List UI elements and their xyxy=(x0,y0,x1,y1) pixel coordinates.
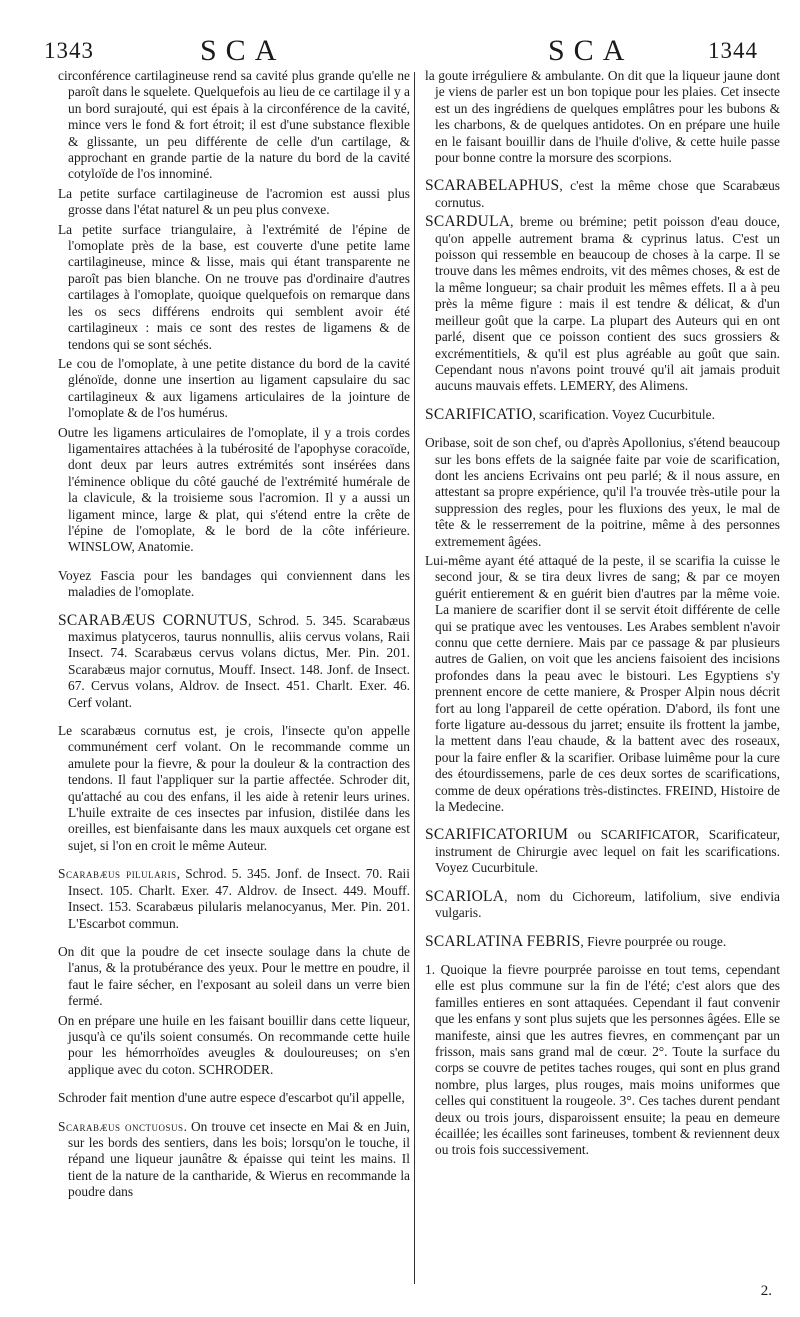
paragraph-text: La petite surface triangulaire, à l'extrémité de l'épine de l'omoplate près de la base, est couverte d'une petite lame cartilagineuse, mince & lisse, mais qui étant transparente ne paroît pas bien blanche. On ne trouve pas d'ordinaire d'autres cartilages à l'omoplate, quoique quelquefois on remarque dans les os secs différens endroits qui semblent avoir été cartilagineux : mais ce sont des restes de ligamens & de tendons qui se sont séchés. xyxy=(58,221,410,352)
entry-headword: SCARIFICATIO xyxy=(425,405,533,423)
entry-headword: SCARLATINA FEBRIS xyxy=(425,932,581,950)
paragraph xyxy=(425,407,780,423)
paragraph-text: On en prépare une huile en les faisant bouillir dans cette liqueur, jusqu'à ce qu'ils soient consumés. On recommande cette huile pour les hémorrhoïdes aveugles & douloureuses; on s'en applique avec du coton. SCHRODER. xyxy=(58,1012,410,1077)
right-headword: SCA xyxy=(548,34,634,67)
paragraph xyxy=(58,1119,410,1201)
paragraph xyxy=(58,866,410,932)
paragraph xyxy=(58,68,410,183)
paragraph xyxy=(425,553,780,816)
paragraph xyxy=(58,222,410,353)
paragraph-text: . On trouve cet insecte en Mai & en Juin, sur les bords des sentiers, dans les bois; lorsqu'on le touche, il répand une liqueur jaunâtre & épaisse qui teint les mains. Il tient de la nature de la cantharide, & Wierus en recommande la poudre dans xyxy=(68,1118,410,1200)
paragraph-text: 1. Quoique la fievre pourprée paroisse en tout tems, cependant elle est plus commune sur la fin de l'été; c'est alors que des familles entieres en sont attaquées. Cependant il faut convenir que les enfans y sont plus sujets que les personnes âgées. Elle se manifeste, ainsi que les autres fievres, en commençant par un frisson, mais sans grand mal de cœur. 2°. Toute la surface du corps se couvre de petites taches rouges, qui sont en plus grand nombre, plus larges, plus rouges, mais moins uniformes que celles qui constituent la rougeole. 3°. Ces taches durent pendant deux ou trois jours, disparoissent ensuite; la peau en demeure écaillée; les écailles sont farineuses, tombent & reviennent deux ou trois fois successivement. xyxy=(425,961,780,1158)
paragraph-text: Voyez Fascia pour les bandages qui conviennent dans les maladies de l'omoplate. xyxy=(58,567,410,600)
right-column xyxy=(425,68,780,1162)
entry-headword: SCARABELAPHUS xyxy=(425,177,560,195)
paragraph-text: , scarification. Voyez Cucurbitule. xyxy=(532,406,715,422)
paragraph-text: la goute irréguliere & ambulante. On dit que la liqueur jaune dont je viens de parler est un bon topique pour les plaies. Cet insecte est un des ingrédiens de quelques emplâtres pour les bubons & les charbons, & de quelques antidotes. On en prépare une huile en le faisant bouillir dans de l'huile d'olive, & cette huile passe pour bonne contre la morsure des scorpions. xyxy=(425,68,780,166)
paragraph-text: , breme ou brémine; petit poisson d'eau douce, qu'on appelle autrement brama & cyprinus latus. C'est un poisson qui ressemble en beaucoup de choses à la carpe. Il se trouve dans les mêmes endroits, vit des mêmes choses, & est de la même longueur; sa chair produit les mêmes effets. Il a à peu près la même figure : mais il est tendre & délicat, & d'un meilleur goût que la carpe. La plupart des Auteurs qui en ont parlé, disent que ce poisson contient des sucs grossiers & excrémentitiels, & qu'il est plus agréable au goût que sain. Cependant nous n'avons point trouvé qu'il ait jamais produit aucuns mauvais effets. LEMERY, des Alimens. xyxy=(435,214,780,394)
paragraph-text: On dit que la poudre de cet insecte soulage dans la chute de l'anus, & la protubérance des yeux. Pour le mettre en poudre, il faut le faire sécher, en l'exposant au soleil dans un verre bien fermé. xyxy=(58,943,410,1009)
entry-headword: SCARIOLA xyxy=(425,887,505,905)
left-headword: SCA xyxy=(200,34,286,67)
paragraph xyxy=(425,214,780,394)
paragraph xyxy=(425,827,780,876)
paragraph xyxy=(58,425,410,556)
paragraph-text: ou SCARIFICATOR, Scarificateur, instrument de Chirurgie avec lequel on fait les scarifications. Voyez Cucurbitule. xyxy=(435,827,780,876)
paragraph-text: Le scarabæus cornutus est, je crois, l'insecte qu'on appelle communément cerf volant. On le recommande comme un amulete pour la fievre, & pour la douleur & la contraction des tendons. Il faut l'appliquer sur la partie affectée. Schroder dit, qu'attaché au cou des enfans, il les aide à retenir leurs urines. L'huile extraite de ces insectes par infusion, distilée dans les oreilles, est bienfaisante dans les maux auxquels cet organe est sujet, si l'on en croit le même Auteur. xyxy=(58,723,410,853)
paragraph-text: Le cou de l'omoplate, à une petite distance du bord de la cavité glénoïde, donne une insertion au ligament capsulaire du sac cartilagineux & aux ligamens articulaires de la jointure de l'omoplate & de l'os humérus. xyxy=(58,355,410,421)
paragraph xyxy=(58,356,410,422)
paragraph xyxy=(58,568,410,601)
paragraph-text: Oribase, soit de son chef, ou d'après Apollonius, s'étend beaucoup sur les bons effets de la saignée faite par voie de scarification, dont les anciens Ecrivains ont peu parlé; & il nous assure, en attestant sa propre expérience, qu'il l'a trouvée très-utile pour la suppression des regles, pour les fluxions des yeux, le mal de tête & le resserrement de la poitrine, même à des personnes extremement âgées. xyxy=(425,435,780,549)
paragraph-text: , c'est la même chose que Scarabæus cornutus. xyxy=(435,178,780,210)
right-page-number: 1344 xyxy=(708,38,758,63)
entry-headword: SCARDULA xyxy=(425,213,511,231)
paragraph xyxy=(58,613,410,711)
paragraph xyxy=(58,723,410,854)
paragraph-text: Lui-même ayant été attaqué de la peste, il se scarifia la cuisse le second jour, & se tira deux livres de sang; & par ce moyen guérit entierement & en guérit bien d'autres par la même voie. La maniere de scarifier dont il se servit étoit différente de celle qui se pratique avec les ventouses. Les Arabes semblent n'avoir connu que cette derniere. Mais par ce passage & par plusieurs autres de Galien, on voit que les anciens faisoient des incisions profondes dans la peau avec le bistouri. Les Egyptiens s'y prennent encore de cette maniere, & Prosper Alpin nous décrit fort au long l'appareil de cette opération. D'abord, ils font une forte ligature au-dessous du jarret; ensuite ils frottent la jambe, la mettent dans l'eau chaude, & la battent avec des roseaux, pour la faire enfler & la scarifier. Oribase luimême pour la cure des étourdissemens, parle de ces deux sortes de scarifications, comme de deux opérations très-distinctes. FREIND, Histoire de la Medecine. xyxy=(425,552,780,815)
paragraph-text: , Schrod. 5. 345. Jonf. de Insect. 70. Raii Insect. 105. Charlt. Exer. 47. Aldrov. de Insect. 449. Mouff. Insect. 153. Scarabæus pilularis melanocyanus, Mer. Pin. 201. L'Escarbot commun. xyxy=(68,866,410,931)
paragraph xyxy=(425,435,780,550)
paragraph-text: , Fievre pourprée ou rouge. xyxy=(580,933,727,949)
entry-headword: SCARIFICATORIUM xyxy=(425,826,569,844)
paragraph-text: , nom du Cichoreum, latifolium, sive endivia vulgaris. xyxy=(435,888,780,921)
paragraph xyxy=(425,68,780,166)
entry-headword: Scarabæus pilularis xyxy=(58,866,177,882)
paragraph xyxy=(425,178,780,211)
paragraph-text: circonférence cartilagineuse rend sa cavité plus grande qu'elle ne paroît dans le squelete. Quelquefois au lieu de ce cartilage il y a un bord surajouté, qui est épais à la circonférence de la cavité, mince vers le fond & fort étroit; il est d'une substance flexible & glissante, un peu différente de celle d'un cartilage, & approchant en grande partie de la nature du bord de la cavité cotyloïde de l'os innominé. xyxy=(58,68,410,182)
left-column xyxy=(58,68,410,1204)
paragraph xyxy=(58,186,410,219)
paragraph xyxy=(425,934,780,950)
paragraph-text: La petite surface cartilagineuse de l'acromion est aussi plus grosse dans l'état naturel & un peu plus convexe. xyxy=(58,185,410,218)
paragraph xyxy=(425,962,780,1159)
paragraph xyxy=(58,1090,410,1106)
signature-mark: 2. xyxy=(760,1283,772,1299)
entry-headword: Scarabæus onctuosus xyxy=(58,1118,184,1134)
paragraph xyxy=(425,889,780,922)
paragraph-text: Schroder fait mention d'une autre espece d'escarbot qu'il appelle, xyxy=(58,1090,405,1106)
paragraph-text: Outre les ligamens articulaires de l'omoplate, il y a trois cordes ligamentaires attachées à la tubérosité de l'apophyse coracoïde, dont deux par leurs autres extrémités sont insérées dans l'éminence oblique du côté gauché de l'extrémité humérale de la clavicule, & la troisieme sous l'acromion. Il y a aussi un ligament mince, large & plat, qui s'étend entre la crête de l'épine de l'omoplate, & le bord de la côte inférieure. WINSLOW, Anatomie. xyxy=(58,424,410,555)
column-divider xyxy=(414,72,415,1284)
left-page-number: 1343 xyxy=(44,38,94,63)
paragraph-text: , Schrod. 5. 345. Scarabæus maximus platyceros, taurus nonnullis, aliis cervus volans, Raii Insect. 74. Scarabæus cervus volans dictus, Mer. Pin. 201. Scarabæus major cornutus, Mouff. Insect. 148. Jonf. de Insect. 67. Cervus volans, Aldrov. de Insect. 451. Charlt. Exer. 46. Cerf volant. xyxy=(68,612,410,710)
paragraph xyxy=(58,944,410,1010)
paragraph xyxy=(58,1013,410,1079)
entry-headword: SCARABÆUS CORNUTUS xyxy=(58,611,248,629)
